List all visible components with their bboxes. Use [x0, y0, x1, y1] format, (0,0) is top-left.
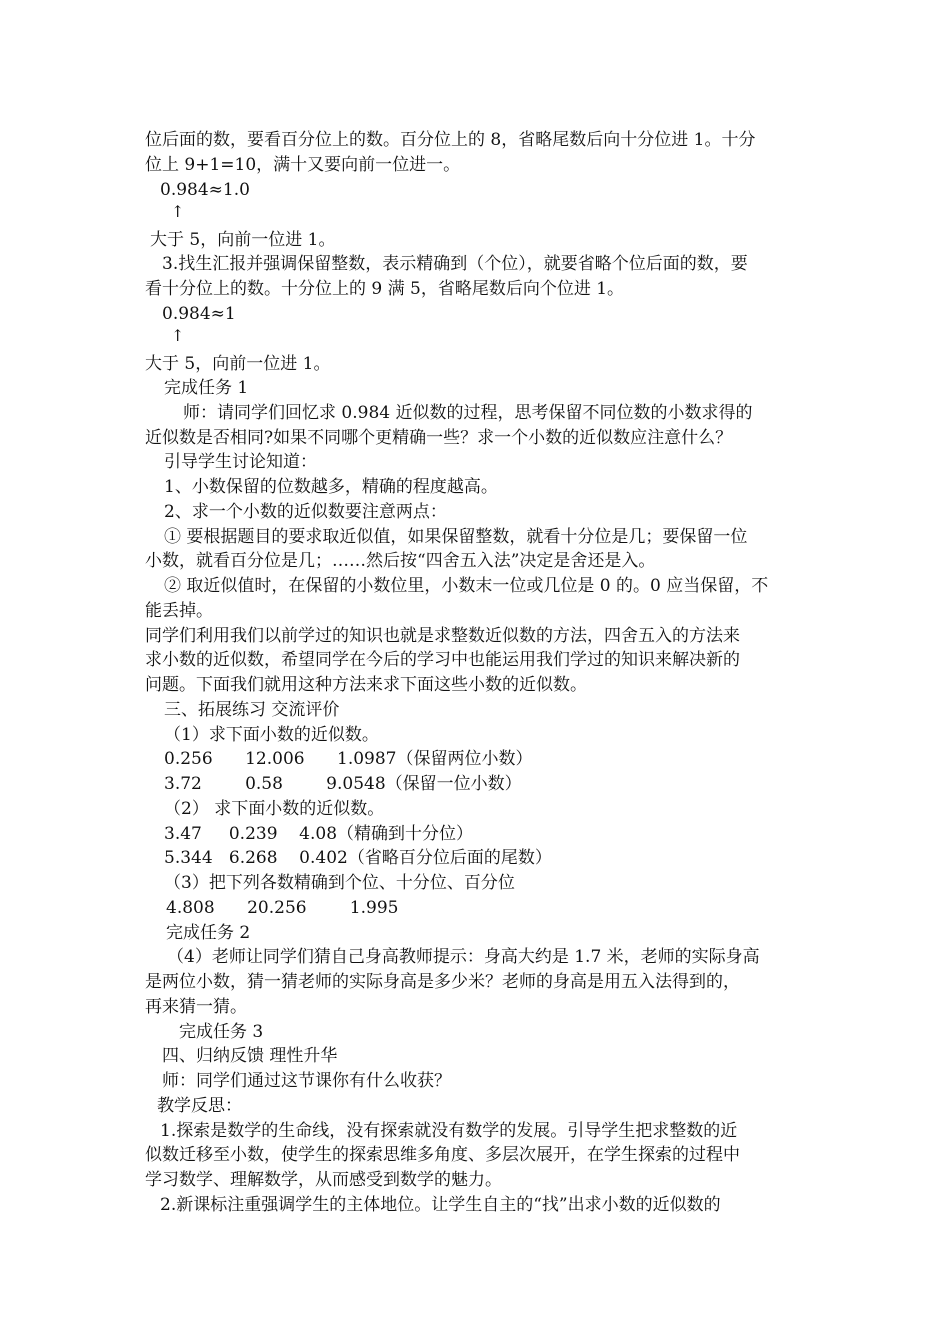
section-heading: 三、拓展练习 交流评价 [164, 700, 340, 720]
list-item: 1、小数保留的位数越多，精确的程度越高。 [164, 477, 498, 497]
text-line: 同学们利用我们以前学过的知识也就是求整数近似数的方法，四舍五入的方法来 [145, 626, 740, 646]
exercise-numbers: 0.256 12.006 1.0987（保留两位小数） [164, 749, 533, 769]
text-line: 1.探索是数学的生命线，没有探索就没有数学的发展。引导学生把求整数的近 [160, 1121, 738, 1141]
text-line: （4）老师让同学们猜自己身高教师提示：身高大约是 1.7 米，老师的实际身高 [167, 947, 760, 967]
text-line: 能丢掉。 [145, 601, 213, 621]
list-item: ② 取近似值时，在保留的小数位里，小数末一位或几位是 0 的。0 应当保留，不 [164, 576, 769, 596]
exercise-numbers: 5.344 6.268 0.402（省略百分位后面的尾数） [164, 848, 552, 868]
list-item: 2、求一个小数的近似数要注意两点： [164, 502, 447, 522]
text-line: 引导学生讨论知道： [164, 452, 317, 472]
exercise-numbers: 3.72 0.58 9.0548（保留一位小数） [164, 774, 522, 794]
text-line: 师：请同学们回忆求 0.984 近似数的过程，思考保留不同位数的小数求得的 [183, 403, 753, 423]
text-line: 大于 5，向前一位进 1。 [150, 230, 336, 250]
exercise-numbers: 3.47 0.239 4.08（精确到十分位） [164, 824, 474, 844]
up-arrow-icon: ↑ [171, 202, 185, 221]
section-heading: 教学反思： [157, 1096, 242, 1116]
math-expression: 0.984≈1 [162, 304, 236, 324]
text-line: 近似数是否相同?如果不同哪个更精确一些？求一个小数的近似数应注意什么？ [145, 428, 733, 448]
exercise-item: （3）把下列各数精确到个位、十分位、百分位 [164, 873, 515, 893]
text-line: 求小数的近似数，希望同学在今后的学习中也能运用我们学过的知识来解决新的 [145, 650, 740, 670]
text-line: 2.新课标注重强调学生的主体地位。让学生自主的“找”出求小数的近似数的 [160, 1195, 721, 1215]
text-line: 问题。下面我们就用这种方法来求下面这些小数的近似数。 [145, 675, 587, 695]
up-arrow-icon: ↑ [171, 326, 185, 345]
text-line: 师：同学们通过这节课你有什么收获？ [162, 1071, 451, 1091]
math-expression: 0.984≈1.0 [160, 180, 250, 200]
text-line: 小数，就看百分位是几；……然后按“四舍五入法”决定是舍还是入。 [145, 551, 656, 571]
text-line: 大于 5，向前一位进 1。 [145, 354, 331, 374]
task-label: 完成任务 3 [179, 1022, 264, 1042]
task-label: 完成任务 2 [166, 923, 251, 943]
text-line: 是两位小数，猜一猜老师的实际身高是多少米？老师的身高是用五入法得到的， [145, 972, 740, 992]
task-label: 完成任务 1 [164, 378, 249, 398]
text-line: 似数迁移至小数，使学生的探索思维多角度、多层次展开，在学生探索的过程中 [145, 1145, 740, 1165]
text-line: 3.找生汇报并强调保留整数，表示精确到（个位），就要省略个位后面的数，要 [162, 254, 748, 274]
list-item: ① 要根据题目的要求取近似值，如果保留整数，就看十分位是几；要保留一位 [164, 527, 748, 547]
exercise-item: （2） 求下面小数的近似数。 [164, 799, 385, 819]
text-line: 位后面的数，要看百分位上的数。百分位上的 8，省略尾数后向十分位进 1。十分 [145, 130, 756, 150]
exercise-item: （1）求下面小数的近似数。 [164, 725, 379, 745]
section-heading: 四、归纳反馈 理性升华 [162, 1046, 338, 1066]
text-line: 位上 9+1=10，满十又要向前一位进一。 [145, 155, 461, 175]
text-line: 看十分位上的数。十分位上的 9 满 5，省略尾数后向个位进 1。 [145, 279, 625, 299]
exercise-numbers: 4.808 20.256 1.995 [166, 898, 399, 918]
text-line: 再来猜一猜。 [145, 997, 247, 1017]
text-line: 学习数学、理解数学，从而感受到数学的魅力。 [145, 1170, 502, 1190]
